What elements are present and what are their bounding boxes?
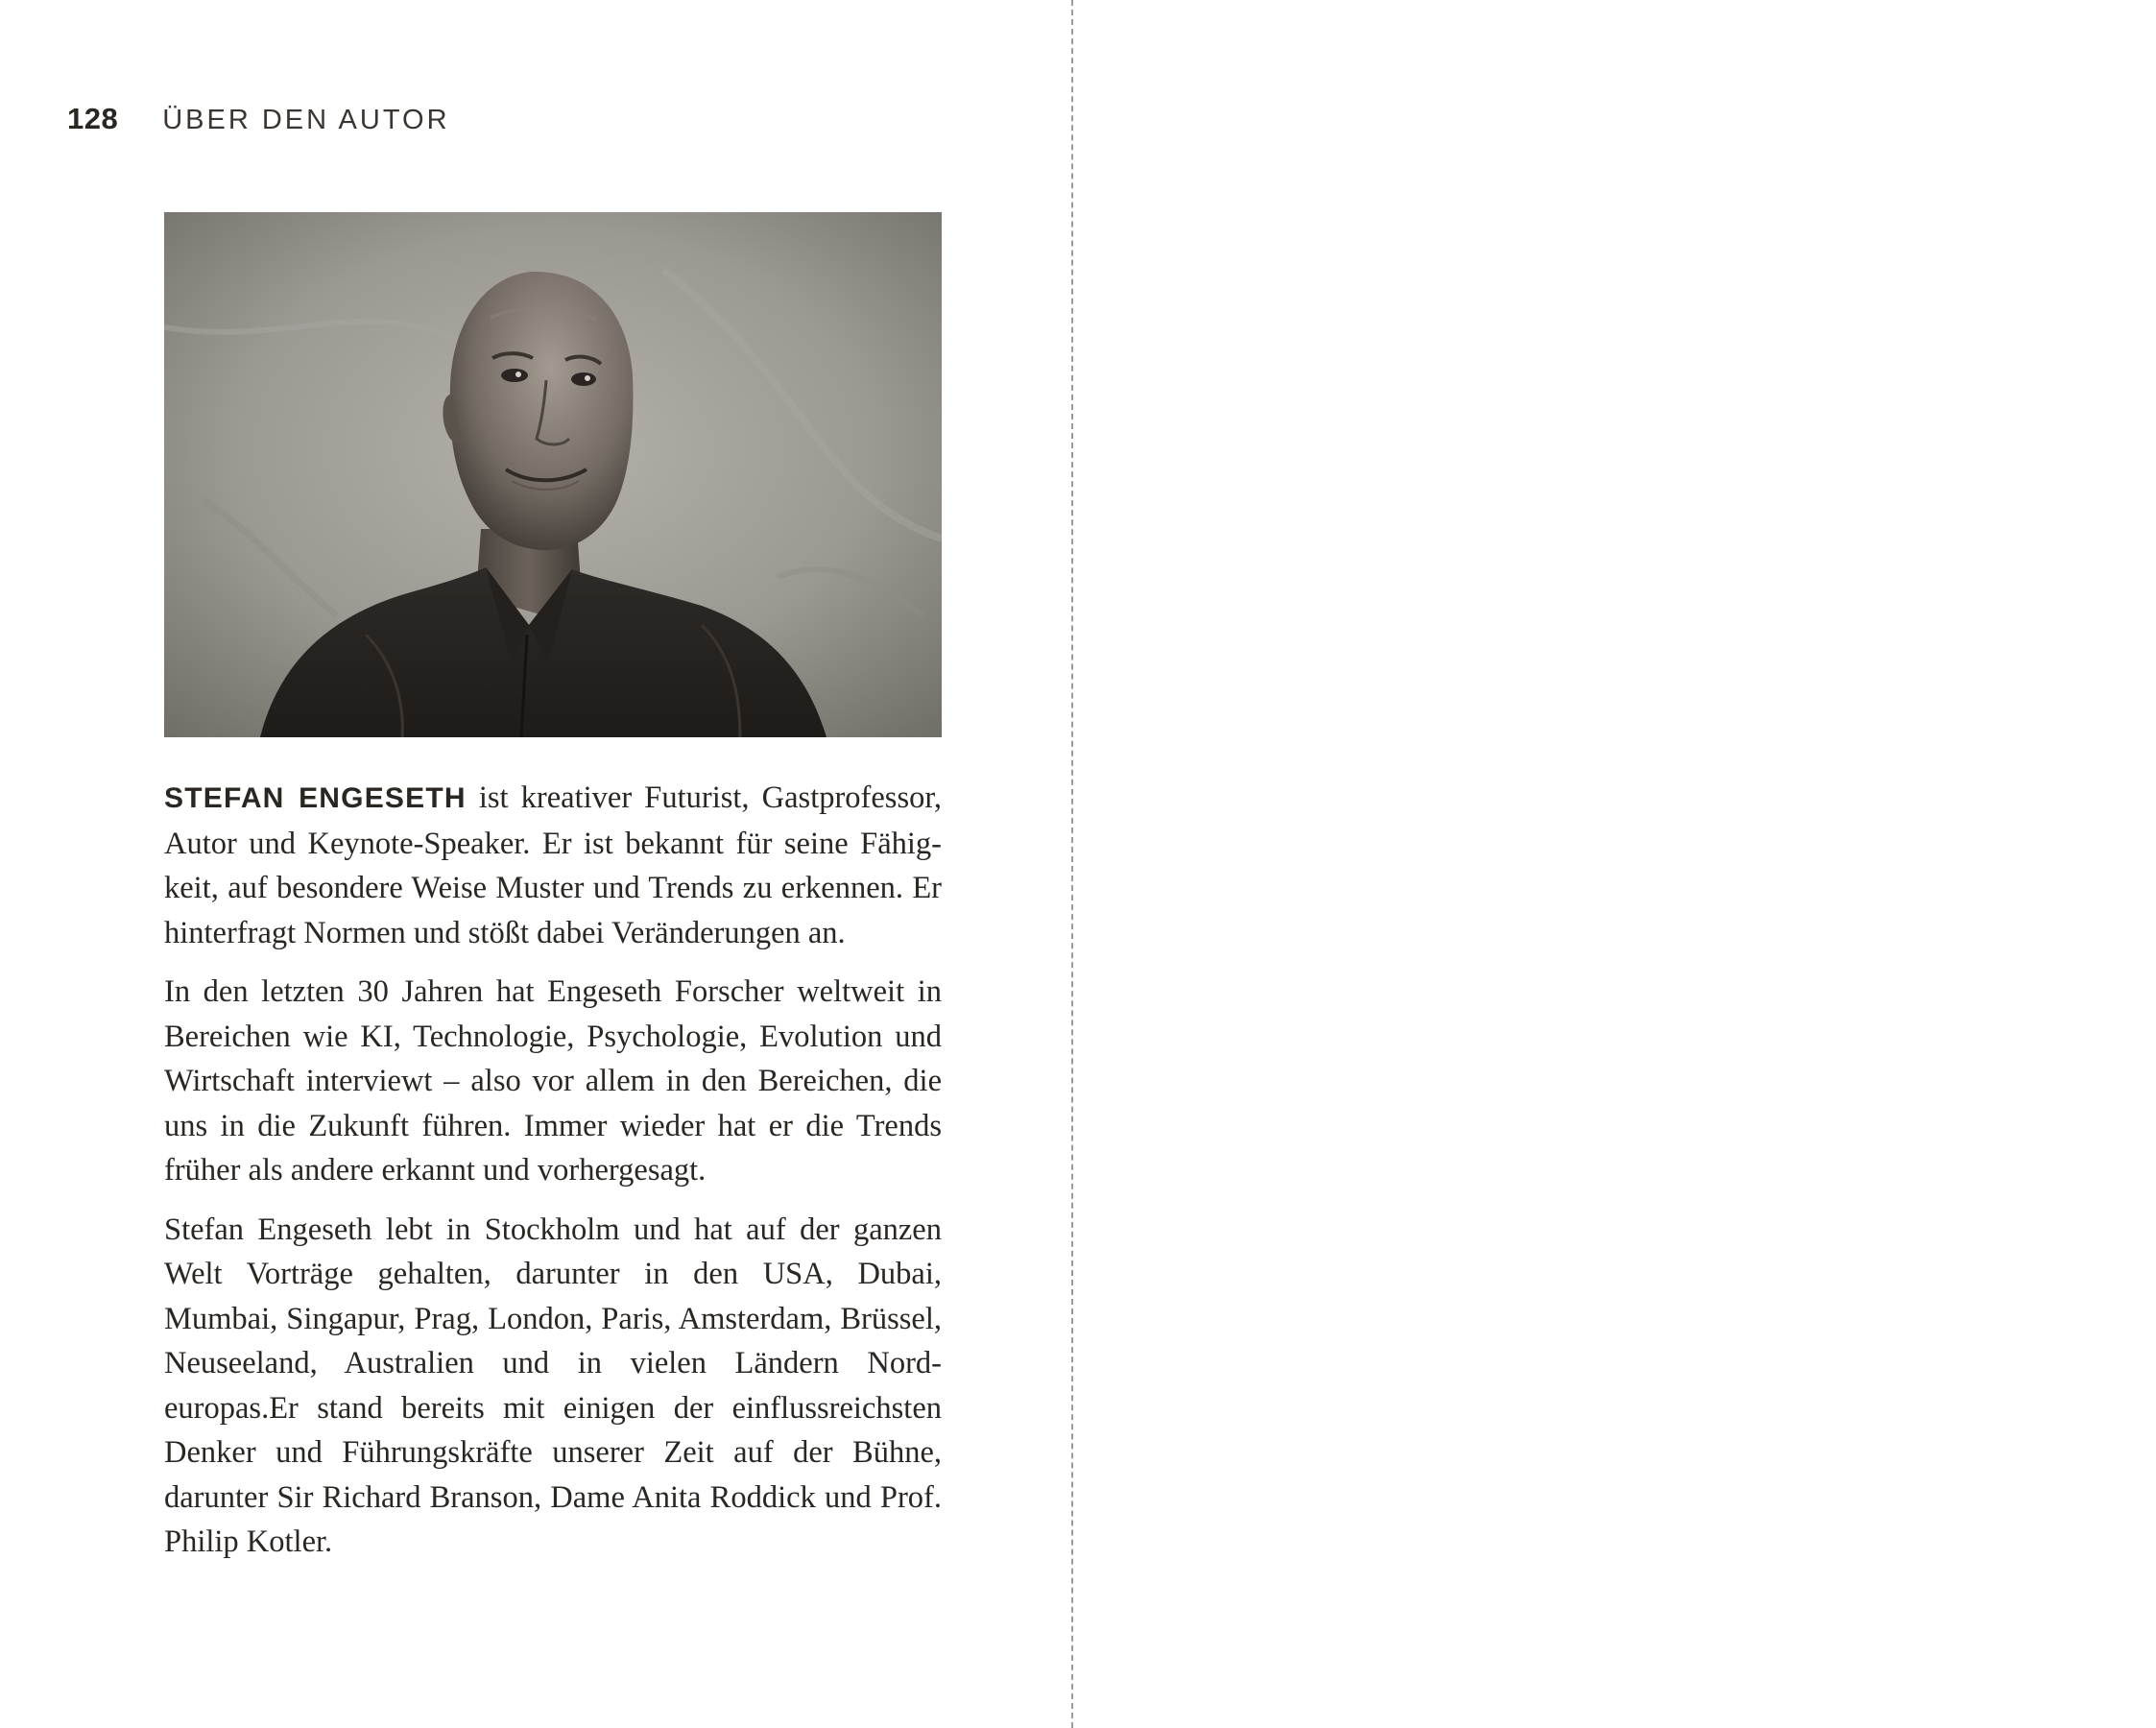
bio-paragraph-2: In den letzten 30 Jahren hat Engeseth Forscher weltweit in Bereichen wie KI, Technologie, Psychologie, Evolution und Wirtschaft interviewt – also vor allem in den Bereichen, die uns in die Zukunft führen. Immer wieder hat er die Trends früher als andere erkannt und vorhergesagt.	[164, 974, 942, 1188]
running-head	[67, 102, 450, 140]
bio-paragraph-1	[164, 776, 942, 955]
right-page	[1073, 0, 2156, 1728]
author-photo-illustration	[164, 212, 942, 737]
left-page	[0, 0, 1071, 1728]
bio-paragraph-3: Stefan Engeseth lebt in Stockholm und hat auf der ganzen Welt Vorträge gehalten, darunter in den USA, Dubai, Mumbai, Singapur, Prag, London, Paris, Amsterdam, Brüssel, Neuseeland, Australien und in vielen Ländern Nordeuropas.Er stand bereits mit einigen der einflussreichsten Denker und Führungskräfte unserer Zeit auf der Bühne, darunter Sir Richard Branson, Dame Anita Roddick und Prof. Philip Kotler.	[164, 1212, 942, 1559]
page-number: 128	[67, 102, 119, 135]
section-title: ÜBER DEN AUTOR	[162, 105, 450, 135]
author-bio	[164, 776, 942, 1579]
author-name: STEFAN ENGESETH	[164, 782, 467, 814]
bio-paragraph-1-text: ist kreativer Futurist, Gastprofessor, Autor und Keynote-Speaker. Er ist bekannt für seine Fähigkeit, auf besondere Weise Muster und Trends zu erkennen. Er hinterfragt Normen und stößt dabei Veränderungen an.	[164, 780, 942, 950]
author-photo	[164, 212, 942, 737]
